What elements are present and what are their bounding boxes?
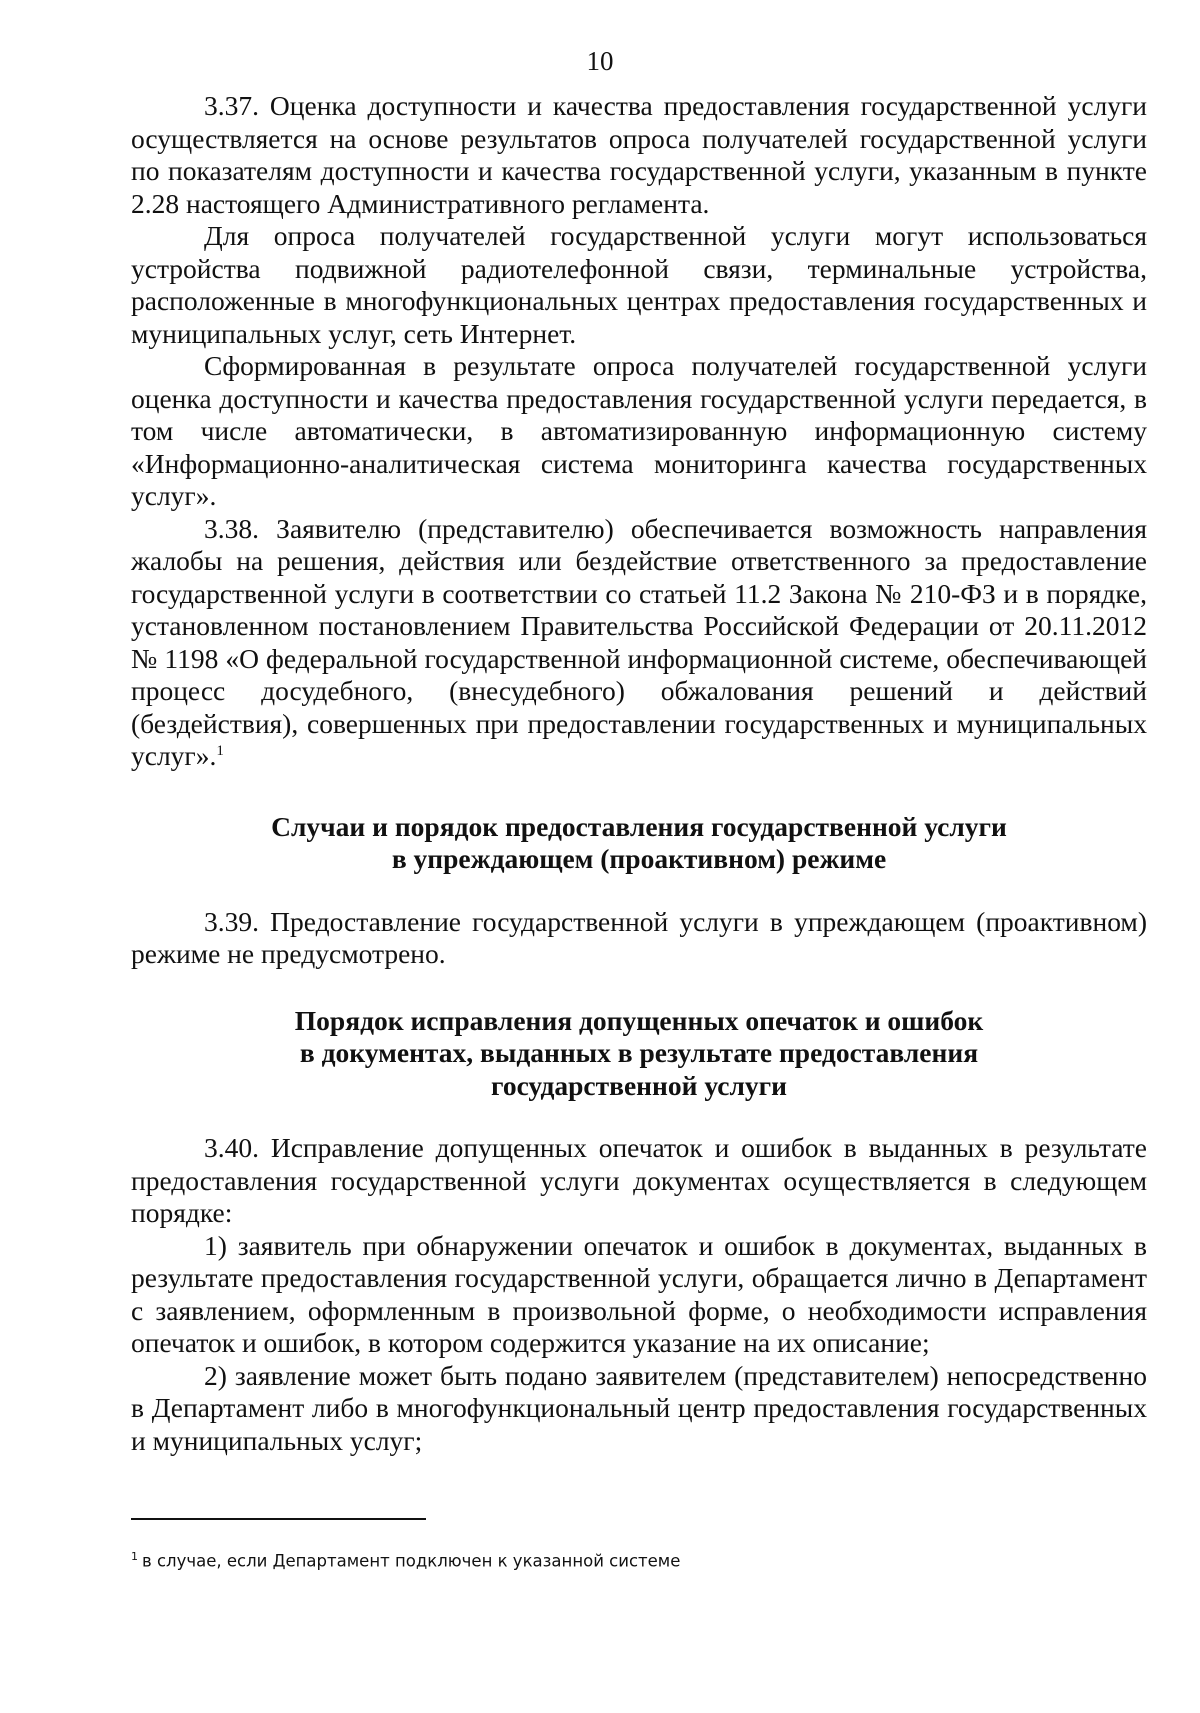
- heading-line: в документах, выданных в результате предоставления: [299, 1037, 979, 1068]
- document-body: [131, 90, 1147, 1457]
- paragraph-assessment-transfer: Сформированная в результате опроса получателей государственной услуги оценка доступности и качества предоставления государственной услуги передается, в том числе автоматически, в автоматизированную информационную систему «Информационно-аналитическая система мониторинга качества государственных услуг».: [131, 350, 1147, 511]
- paragraph-3-40: 3.40. Исправление допущенных опечаток и ошибок в выданных в результате предоставления государственной услуги документах осуществляется в следующем порядке:: [131, 1132, 1147, 1228]
- footnote-marker: 1: [131, 1550, 138, 1563]
- list-item-2: 2) заявление может быть подано заявителем (представителем) непосредственно в Департамент либо в многофункциональный центр предоставления государственных и муниципальных услуг;: [131, 1359, 1147, 1456]
- paragraph-survey-devices: Для опроса получателей государственной услуги могут использоваться устройства подвижной радиотелефонной связи, терминальные устройства, расположенные в многофункциональных центрах предоставления государственных и муниципальных услуг, сеть Интернет.: [131, 220, 1147, 349]
- footnote-text: в случае, если Департамент подключен к указанной системе: [142, 1551, 681, 1571]
- heading-line: государственной услуги: [491, 1069, 787, 1101]
- heading-line: в упреждающем (проактивном) режиме: [391, 843, 887, 874]
- paragraph-3-39: 3.39. Предоставление государственной услуги в упреждающем (проактивном) режиме не предусмотрено.: [131, 905, 1147, 969]
- page-number: 10: [586, 46, 614, 76]
- list-item-1: 1) заявитель при обнаружении опечаток и ошибок в документах, выданных в результате предоставления государственной услуги, обращается лично в Департамент с заявлением, оформленным в произвольной форме, о необходимости исправления опечаток и ошибок, в котором содержится указание на их описание;: [131, 1229, 1147, 1358]
- heading-line: Порядок исправления допущенных опечаток и ошибок: [294, 1004, 984, 1036]
- section-heading-proactive: [131, 811, 1147, 876]
- section-heading-corrections: [131, 1005, 1147, 1103]
- paragraph-3-37: 3.37. Оценка доступности и качества предоставления государственной услуги осуществляется на основе результатов опроса получателей государственной услуги по показателям доступности и качества государственной услуги, указанным в пункте 2.28 настоящего Административного регламента.: [131, 90, 1147, 219]
- paragraph-3-38-text: 3.38. Заявителю (представителю) обеспечивается возможность направления жалобы на решения, действия или бездействие ответственного за предоставление государственной услуги в соответствии со статьей 11.2 Закона № 210-ФЗ и в порядке, установленном постановлением Правительства Российской Федерации от 20.11.2012 № 1198 «О федеральной государственной информационной системе, обеспечивающей процесс досудебного, (внесудебного) обжалования решений и действий (бездействия), совершенных при предоставлении государственных и муниципальных услуг».: [131, 512, 1147, 771]
- footnote-separator: [131, 1518, 426, 1520]
- footnote: [131, 1546, 1147, 1573]
- footnote-reference: 1: [216, 742, 224, 759]
- heading-line: Случаи и порядок предоставления государственной услуги: [271, 810, 1007, 842]
- paragraph-3-38: [131, 513, 1147, 773]
